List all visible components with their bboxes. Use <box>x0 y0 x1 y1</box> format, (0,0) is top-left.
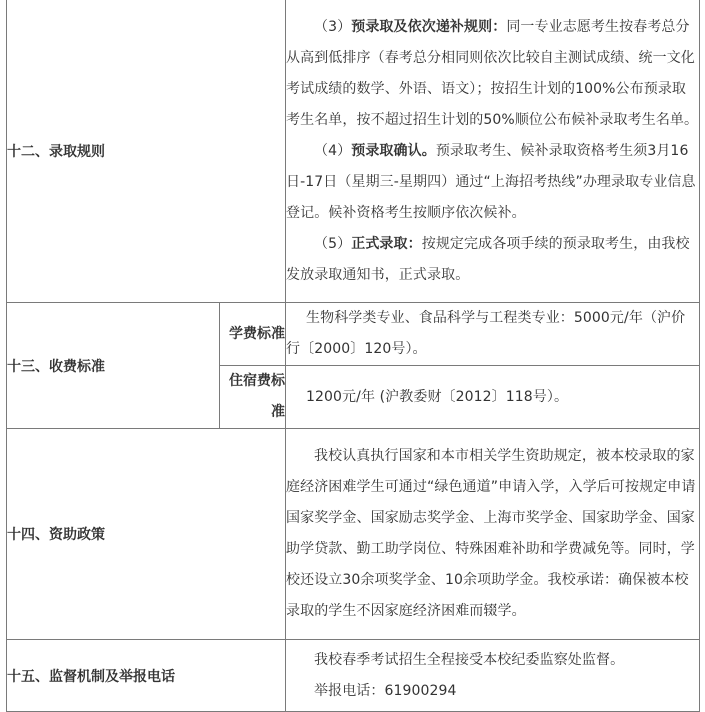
supervision-content <box>286 640 700 712</box>
rule-number-5: （5） <box>314 235 352 252</box>
section-title-admission-rules: 十二、录取规则 <box>7 0 286 303</box>
rule-heading-4: 预录取确认。 <box>351 142 436 159</box>
supervision-text: 我校春季考试招生全程接受本校纪委监察处监督。 <box>314 651 625 668</box>
rule-number-3: （3） <box>314 18 352 35</box>
financial-aid-content <box>286 429 700 640</box>
admission-info-table <box>6 0 700 712</box>
section-title-financial-aid: 十四、资助政策 <box>7 429 286 640</box>
lodging-text <box>286 366 700 429</box>
rule-heading-5: 正式录取： <box>351 235 422 252</box>
section-title-fees: 十三、收费标准 <box>7 303 220 429</box>
report-phone: 举报电话：61900294 <box>314 682 457 699</box>
tuition-value: 生物科学类专业、食品科学与工程类专业：5000元/年（沪价行〔2000〕120号）。 <box>286 310 686 357</box>
lodging-label: 住宿费标准 <box>220 366 286 429</box>
rule-paragraph-3 <box>286 12 699 136</box>
rule-paragraph-5 <box>286 229 699 291</box>
rule-heading-3: 预录取及依次递补规则： <box>351 18 507 35</box>
tuition-text <box>286 303 700 366</box>
rule-text-5: 按规定完成各项手续的预录取考生，由我校发放录取通知书，正式录取。 <box>286 235 690 283</box>
admission-rules-content <box>286 0 700 303</box>
rule-text-4: 预录取考生、候补录取资格考生须3月16日-17日（星期三-星期四）通过“上海招考热线”办理录取专业信息登记。候补资格考生按顺序依次候补。 <box>286 142 696 221</box>
row-financial-aid <box>7 429 700 640</box>
row-tuition <box>7 303 700 366</box>
rule-number-4: （4） <box>314 142 352 159</box>
rule-text-3: 同一专业志愿考生按春考总分从高到低排序（春考总分相同则依次比较自主测试成绩、统一文化考试成绩的数学、外语、语文）；按招生计划的100%公布预录取考生名单，按不超过招生计划的50%顺位公布候补录取考生名单。 <box>286 18 699 128</box>
lodging-value: 1200元/年 (沪教委财〔2012〕118号）。 <box>306 388 569 405</box>
row-supervision <box>7 640 700 712</box>
row-admission-rules <box>7 0 700 303</box>
rule-paragraph-4 <box>286 136 699 229</box>
financial-aid-text: 我校认真执行国家和本市相关学生资助规定，被本校录取的家庭经济困难学生可通过“绿色通道”申请入学，入学后可按规定申请国家奖学金、国家励志奖学金、上海市奖学金、国家助学金、国家助学贷款、勤工助学岗位、特殊困难补助和学费减免等。同时，学校还设立30余项奖学金、10余项助学金。我校承诺：确保被本校录取的学生不因家庭经济困难而辍学。 <box>286 448 696 619</box>
tuition-label: 学费标准 <box>220 303 286 366</box>
section-title-supervision: 十五、监督机制及举报电话 <box>7 640 286 712</box>
